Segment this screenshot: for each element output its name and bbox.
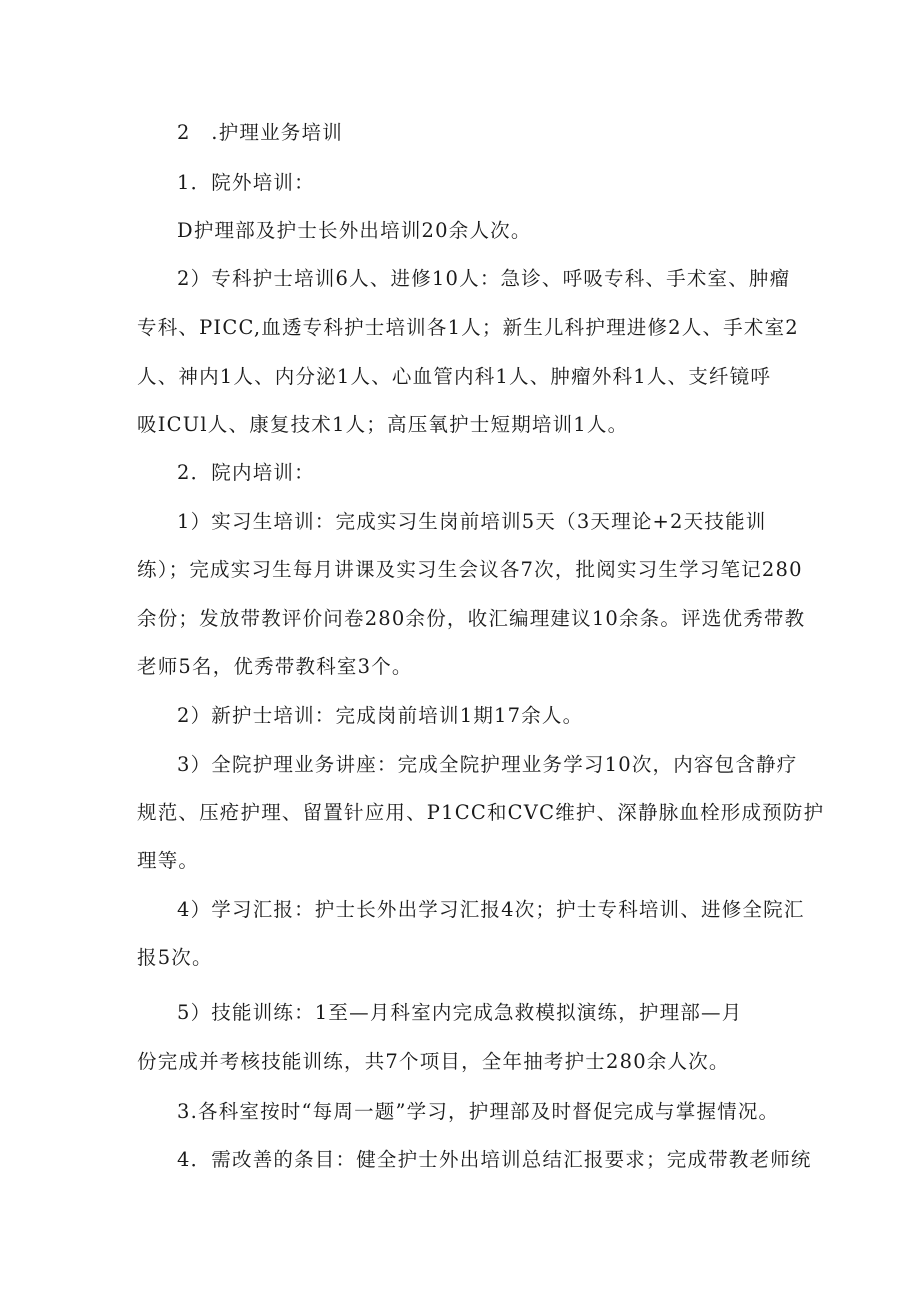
paragraph-line: 2）新护士培训：完成岗前培训1期17余人。 [177, 704, 584, 727]
paragraph-line: 专科、PICC,血透专科护士培训各1人；新生儿科护理进修2人、手术室2 [137, 316, 799, 339]
paragraph-line: 人、神内1人、内分泌1人、心血管内科1人、肿瘤外科1人、支纤镜呼 [137, 365, 772, 388]
paragraph-line: 余份；发放带教评价问卷280余份，收汇编理建议10余条。评选优秀带教 [137, 607, 806, 630]
subheading-internal-training: 2．院内培训： [177, 461, 315, 484]
paragraph-line: 4）学习汇报：护士长外出学习汇报4次；护士专科培训、进修全院汇 [177, 898, 805, 921]
paragraph-line: 规范、压疮护理、留置针应用、P1CC和CVC维护、深静脉血栓形成预防护 [137, 801, 825, 824]
paragraph-line: 3.各科室按时“每周一题”学习，护理部及时督促完成与掌握情况。 [177, 1100, 780, 1123]
paragraph-line: 2）专科护士培训6人、进修10人：急诊、呼吸专科、手术室、肿瘤 [177, 267, 791, 290]
paragraph-line: 5）技能训练：1至—月科室内完成急救模拟演练，护理部—月 [177, 1001, 743, 1024]
subheading-external-training: 1．院外培训： [177, 171, 315, 194]
paragraph-line: 老师5名，优秀带教科室3个。 [137, 655, 413, 678]
paragraph-line: 练）；完成实习生每月讲课及实习生会议各7次，批阅实习生学习笔记280 [137, 558, 803, 581]
paragraph-line: D护理部及护士长外出培训20余人次。 [177, 219, 532, 242]
paragraph-line: 1）实习生培训：完成实习生岗前培训5天（3天理论+2天技能训 [177, 510, 767, 533]
paragraph-line: 份完成并考核技能训练，共7个项目，全年抽考护士280余人次。 [137, 1050, 730, 1073]
paragraph-line: 理等。 [137, 849, 200, 872]
section-heading-nursing-training: 2 .护理业务培训 [177, 121, 343, 144]
paragraph-line: 4．需改善的条目：健全护士外出培训总结汇报要求；完成带教老师统 [177, 1148, 812, 1171]
paragraph-line: 吸ICUl人、康复技术1人；高压氧护士短期培训1人。 [137, 413, 629, 436]
paragraph-line: 报5次。 [137, 946, 213, 969]
paragraph-line: 3）全院护理业务讲座：完成全院护理业务学习10次，内容包含静疗 [177, 753, 798, 776]
